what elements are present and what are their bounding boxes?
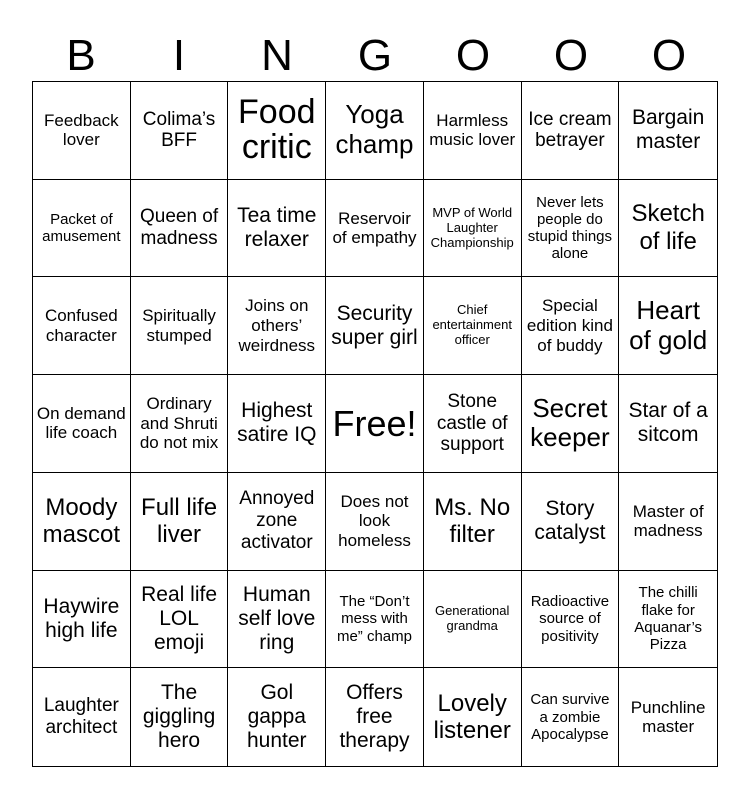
bingo-cell: Human self love ring [228, 571, 326, 669]
bingo-cell: Joins on others’ weirdness [228, 277, 326, 375]
bingo-cell: Chief entertainment officer [424, 277, 522, 375]
bingo-cell: Punchline master [630, 697, 706, 737]
header-letter: G [357, 31, 393, 80]
bingo-cell: Colima’s BFF [131, 82, 229, 180]
header-letter: N [261, 31, 293, 80]
bingo-cell: Full life liver [131, 473, 229, 571]
bingo-cell: Sketch of life [619, 180, 717, 278]
bingo-cell: Security super girl [326, 277, 424, 375]
bingo-cell: Gol gappa hunter [228, 668, 326, 766]
bingo-cell: Stone castle of support [424, 375, 522, 473]
bingo-cell: Ice cream betrayer [522, 82, 620, 180]
bingo-cell: Tea time relaxer [228, 180, 326, 278]
free-space: Free! [326, 375, 424, 473]
bingo-cell: Heart of gold [619, 277, 717, 375]
bingo-cell: Radioactive source of positivity [522, 571, 620, 669]
bingo-cell: Packet of amusement [33, 180, 131, 278]
bingo-cell: Queen of madness [131, 180, 229, 278]
bingo-header [32, 28, 718, 84]
bingo-cell: Generational grandma [424, 571, 522, 669]
bingo-cell: Yoga champ [326, 82, 424, 180]
bingo-cell: Star of a sitcom [619, 375, 717, 473]
bingo-cell: Moody mascot [33, 473, 131, 571]
bingo-cell: Laughter architect [33, 668, 131, 766]
bingo-cell: Harmless music lover [424, 82, 522, 180]
header-letter: O [651, 31, 687, 80]
bingo-cell: The chilli flake for Aquanar’s Pizza [619, 571, 717, 669]
bingo-cell: Ms. No filter [424, 473, 522, 571]
bingo-cell: Bargain master [619, 82, 717, 180]
bingo-cell: Annoyed zone activator [228, 473, 326, 571]
bingo-grid [32, 81, 718, 767]
bingo-cell: Reservoir of empathy [326, 180, 424, 278]
header-letter: O [455, 31, 491, 80]
bingo-cell: Special edition kind of buddy [522, 277, 620, 375]
bingo-cell: The giggling hero [131, 668, 229, 766]
bingo-cell: Food critic [228, 82, 326, 180]
bingo-cell: Does not look homeless [326, 473, 424, 571]
bingo-cell: On demand life coach [33, 375, 131, 473]
header-letter: O [553, 31, 589, 80]
bingo-cell: MVP of World Laughter Championship [424, 180, 522, 278]
bingo-cell: Ordinary and Shruti do not mix [131, 375, 229, 473]
bingo-cell: Spiritually stumped [131, 277, 229, 375]
bingo-cell: Confused character [33, 277, 131, 375]
bingo-cell: Secret keeper [522, 375, 620, 473]
bingo-cell: Lovely listener [424, 668, 522, 766]
bingo-cell: Real life LOL emoji [131, 571, 229, 669]
bingo-cell: Story catalyst [522, 473, 620, 571]
header-letter: I [172, 31, 186, 80]
bingo-cell: Highest satire IQ [228, 375, 326, 473]
bingo-cell: Master of madness [619, 473, 717, 571]
bingo-cell: Can survive a zombie Apocalypse [522, 668, 620, 766]
bingo-cell: The “Don’t mess with me” champ [326, 571, 424, 669]
bingo-cell: Offers free therapy [326, 668, 424, 766]
bingo-cell: Haywire high life [33, 571, 131, 669]
bingo-cell: Feedback lover [33, 82, 131, 180]
bingo-cell: Never lets people do stupid things alone [522, 180, 620, 278]
header-letter: B [66, 31, 96, 80]
